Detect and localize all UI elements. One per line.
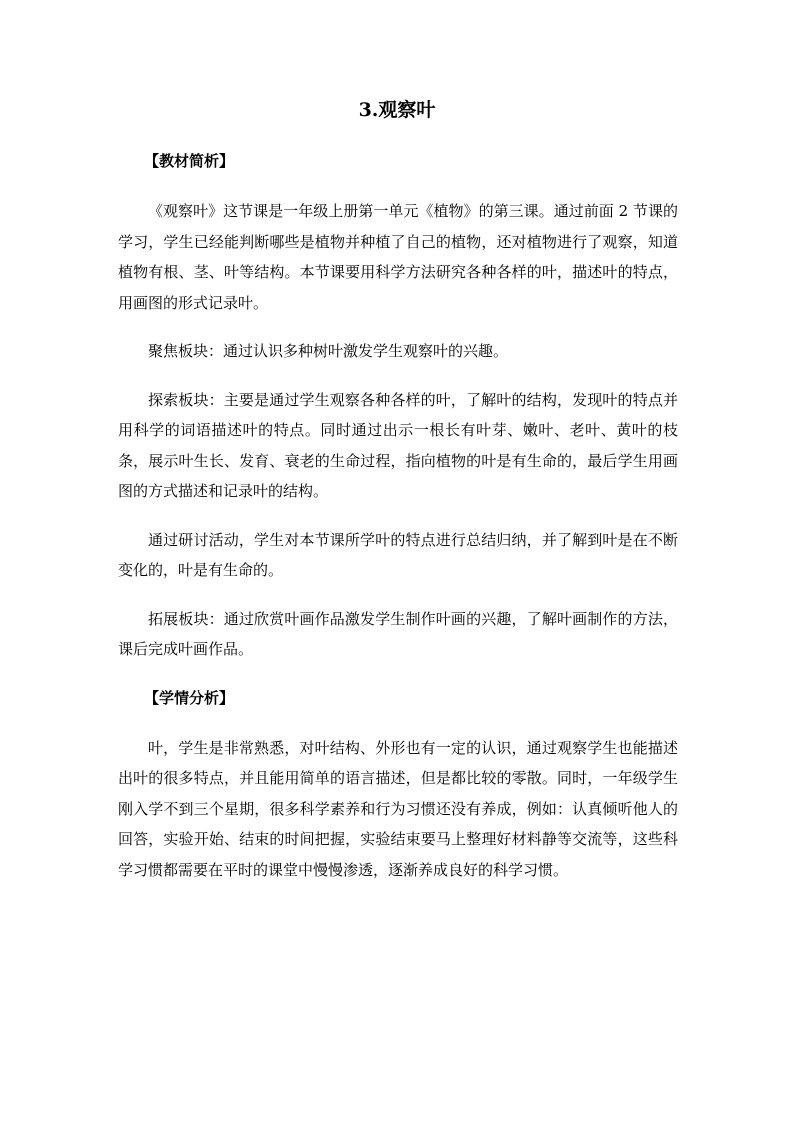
paragraph: 通过研讨活动，学生对本节课所学叶的特点进行总结归纳，并了解到叶是在不断变化的，叶是有生命的。	[118, 530, 678, 579]
paragraph: 叶，学生是非常熟悉，对叶结构、外形也有一定的认识，通过观察学生也能描述出叶的很多特点，并且能用简单的语言描述，但是都比较的零散。同时，一年级学生刚入学不到三个星期，很多科学素养和行为习惯还没有养成，例如：认真倾听他人的回答，实验开始、结束的时间把握，实验结束要马上整理好材料静等交流等，这些科学习惯都需要在平时的课堂中慢慢渗透，逐渐养成良好的科学习惯。	[118, 738, 678, 879]
section-heading-textbook-analysis: 【教材简析】	[144, 152, 235, 170]
paragraph: 拓展板块：通过欣赏叶画作品激发学生制作叶画的兴趣，了解叶画制作的方法，课后完成叶画作品。	[118, 609, 678, 658]
section-heading-student-analysis: 【学情分析】	[144, 688, 235, 707]
paragraph: 聚焦板块：通过认识多种树叶激发学生观察叶的兴趣。	[148, 342, 509, 360]
paragraph: 探索板块：主要是通过学生观察各种各样的叶，了解叶的结构，发现叶的特点并用科学的词语描述叶的特点。同时通过出示一根长有叶芽、嫩叶、老叶、黄叶的枝条，展示叶生长、发育、衰老的生命过程，指向植物的叶是有生命的，最后学生用画图的方式描述和记录叶的结构。	[118, 390, 678, 500]
paragraph: 《观察叶》这节课是一年级上册第一单元《植物》的第三课。通过前面 2 节课的学习，学生已经能判断哪些是植物并种植了自己的植物，还对植物进行了观察，知道植物有根、茎、叶等结构。本节课要用科学方法研究各种各样的叶，描述叶的特点，用画图的形式记录叶。	[118, 202, 678, 312]
page-title: 3.观察叶	[358, 99, 436, 121]
document-body	[118, 146, 678, 885]
